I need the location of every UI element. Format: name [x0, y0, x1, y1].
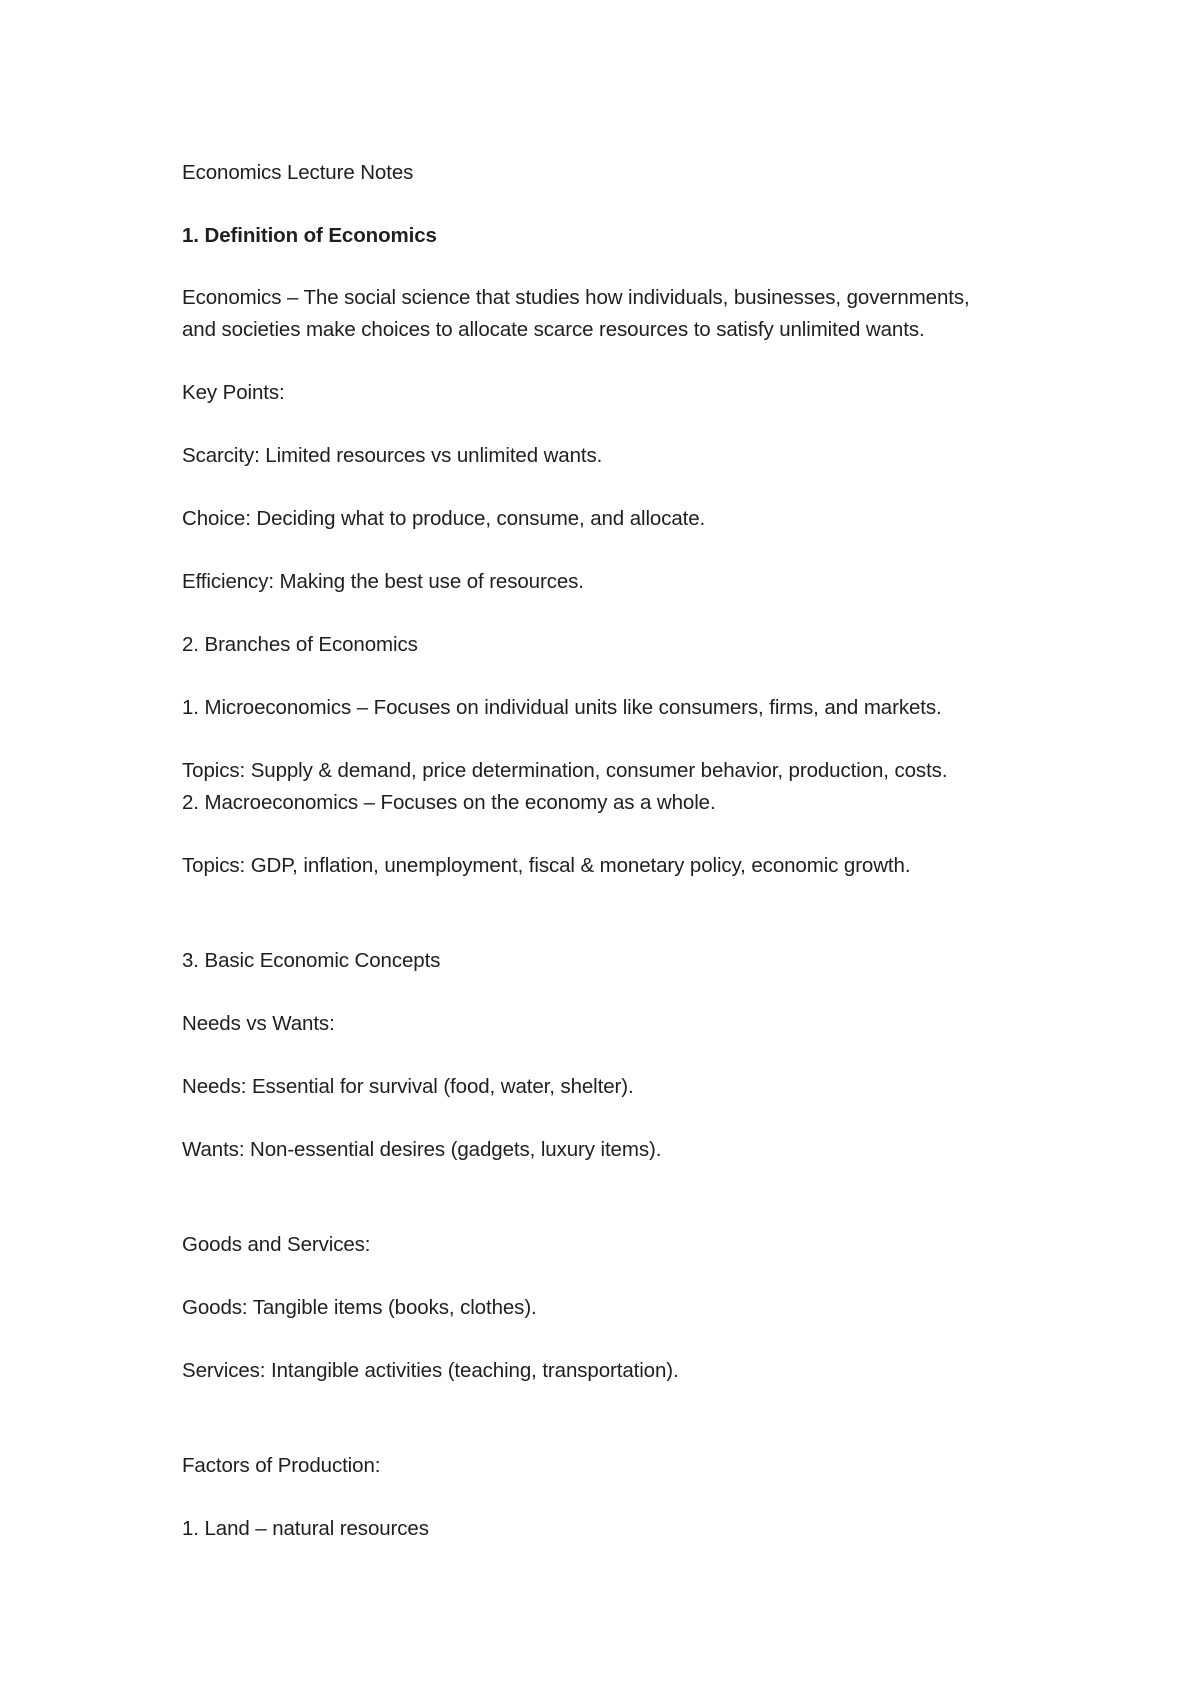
document-title: Economics Lecture Notes	[182, 161, 414, 184]
key-point-efficiency: Efficiency: Making the best use of resources.	[182, 570, 584, 593]
key-point-choice: Choice: Deciding what to produce, consume, and allocate.	[182, 507, 706, 530]
section-1-heading: 1. Definition of Economics	[182, 224, 437, 247]
macroeconomics-line: 2. Macroeconomics – Focuses on the economy as a whole.	[182, 791, 716, 814]
wants-line: Wants: Non-essential desires (gadgets, luxury items).	[182, 1138, 662, 1161]
microeconomics-topics: Topics: Supply & demand, price determination, consumer behavior, production, costs.	[182, 759, 948, 782]
factor-land-line: 1. Land – natural resources	[182, 1517, 429, 1540]
definition-line-1: Economics – The social science that studies how individuals, businesses, governments,	[182, 286, 970, 309]
goods-services-label: Goods and Services:	[182, 1233, 371, 1256]
factors-of-production-label: Factors of Production:	[182, 1454, 381, 1477]
key-point-scarcity: Scarcity: Limited resources vs unlimited wants.	[182, 444, 603, 467]
section-2-heading: 2. Branches of Economics	[182, 633, 418, 656]
definition-line-2: and societies make choices to allocate scarce resources to satisfy unlimited wants.	[182, 318, 925, 341]
microeconomics-line: 1. Microeconomics – Focuses on individual units like consumers, firms, and markets.	[182, 696, 942, 719]
needs-line: Needs: Essential for survival (food, water, shelter).	[182, 1075, 634, 1098]
macroeconomics-topics: Topics: GDP, inflation, unemployment, fiscal & monetary policy, economic growth.	[182, 854, 911, 877]
goods-line: Goods: Tangible items (books, clothes).	[182, 1296, 537, 1319]
services-line: Services: Intangible activities (teaching, transportation).	[182, 1359, 679, 1382]
key-points-label: Key Points:	[182, 381, 285, 404]
section-3-heading: 3. Basic Economic Concepts	[182, 949, 441, 972]
needs-wants-label: Needs vs Wants:	[182, 1012, 335, 1035]
